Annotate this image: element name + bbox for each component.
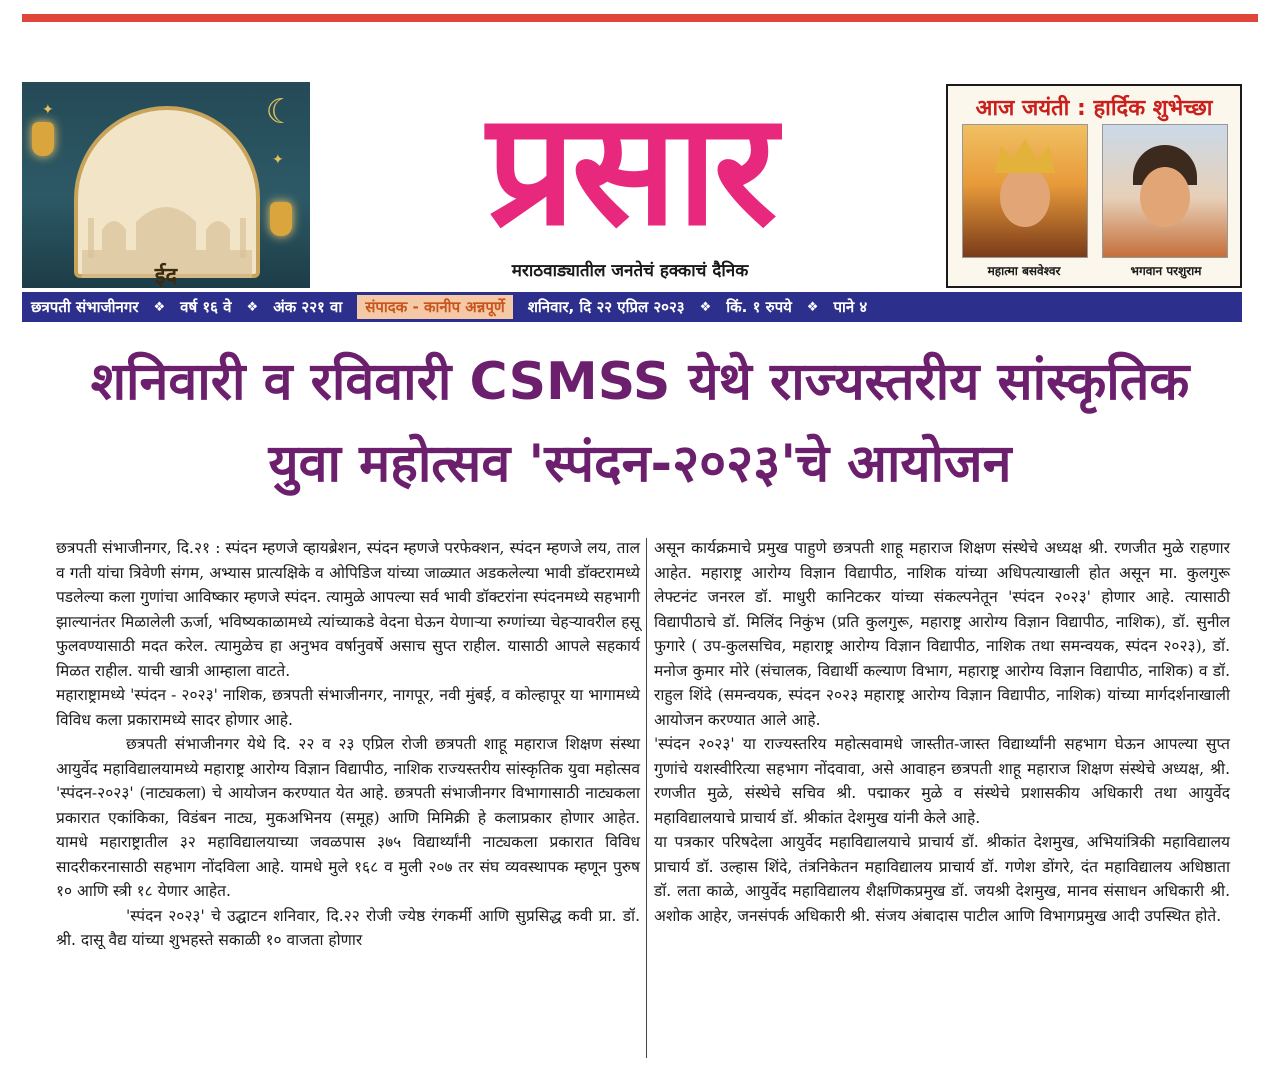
- lantern-icon: [270, 202, 292, 236]
- portrait-face: [1140, 167, 1190, 227]
- top-rule: [22, 14, 1258, 22]
- lantern-icon: [32, 122, 54, 156]
- article-column-right: [654, 536, 1230, 928]
- edition-city: छत्रपती संभाजीनगर: [31, 298, 139, 316]
- article-paragraph: 'स्पंदन २०२३' या राज्यस्तरिय महोत्सवामधे जास्तीत-जास्त विद्यार्थ्यांनी सहभाग घेऊन आपल्या सुप्त गुणांचे यशस्वीरित्या सहभाग नोंदवावा, असे आवाहन छत्रपती शाहू महाराज शिक्षण संस्थेचे अध्यक्ष, श्री. रणजीत मुळे, संस्थेचे सचिव श्री. पद्माकर मुळे व संस्थेचे प्रशासकीय अधिकारी तथा आयुर्वेद महाविद्यालयाचे प्राचार्य डॉ. श्रीकांत देशमुख यांनी केले आहे.: [654, 735, 1230, 827]
- crown-icon: [995, 139, 1055, 173]
- article-paragraph: 'स्पंदन २०२३' चे उद्घाटन शनिवार, दि.२२ रोजी ज्येष्ठ रंगकर्मी आणि सुप्रसिद्ध कवी प्रा. डॉ. श्री. दासू वैद्य यांच्या शुभहस्ते सकाळी १० वाजता होणार: [56, 906, 640, 949]
- article-paragraph: या पत्रकार परिषदेला आयुर्वेद महाविद्यालयाचे प्राचार्य डॉ. श्रीकांत देशमुख, अभियांत्रिकी महाविद्यालय प्राचार्य डॉ. उल्हास शिंदे, तंत्रनिकेतन महाविद्यालय प्राचार्य डॉ. गणेश डोंगरे, दंत महाविद्यालय अधिष्ठाता डॉ. लता काळे, आयुर्वेद महाविद्यालय शैक्षणिकप्रमुख डॉ. जयश्री देशमुख, मानव संसाधन अधिकारी श्री. अशोक आहेर, जनसंपर्क अधिकारी श्री. संजय अंबादास पाटील आणि विभागप्रमुख आदी उपस्थित होते.: [654, 833, 1230, 925]
- jayanti-title: आज जयंती : हार्दिक शुभेच्छा: [975, 96, 1213, 121]
- diamond-separator-icon: ❖: [806, 299, 819, 315]
- portrait-parshuram: [1102, 124, 1228, 258]
- portrait-face: [1000, 167, 1050, 227]
- portrait-basaveshwar: [962, 124, 1088, 258]
- editor-name: संपादक - कानीप अन्नपूर्णे: [357, 295, 512, 319]
- article-paragraph: छत्रपती संभाजीनगर, दि.२१ : स्पंदन म्हणजे व्हायब्रेशन, स्पंदन म्हणजे परफेक्शन, स्पंदन म्हणजे लय, ताल व गती यांचा त्रिवेणी संगम, अभ्यास प्रात्यक्षिके व ओपिडिज यांच्या जाळ्यात अडकलेल्या भावी डॉक्टरामध्ये पडलेल्या कला गुणांचा आविष्कार म्हणजे स्पंदन. त्यामुळे आपल्या सर्व भावी डॉक्टरांना स्पंदनमध्ये सहभागी झाल्यानंतर मिळालेली ऊर्जा, भविष्यकाळामध्ये त्यांच्याकडे वेदना घेऊन येणाऱ्या रुग्णांच्या चेहऱ्यावरील हसू फुलवण्यासाठी मदत करेल. त्यामुळेच हा अनुभव वर्षानुवर्षे असाच सुप्त राहील. यासाठी आपले सहकार्य मिळत राहील. याची खात्री आम्हाला वाटते.: [56, 539, 640, 680]
- eid-mubarak-banner: [22, 82, 310, 288]
- article-paragraph: छत्रपती संभाजीनगर येथे दि. २२ व २३ एप्रिल रोजी छत्रपती शाहू महाराज शिक्षण संस्था आयुर्वेद महाविद्यालयामध्ये महाराष्ट्र आरोग्य विज्ञान विद्यापीठ, नाशिक राज्यस्तरीय सांस्कृतिक युवा महोत्सव 'स्पंदन-२०२३' (नाट्यकला) चे आयोजन करण्यात येत आहे. छत्रपती संभाजीनगर विभागासाठी नाट्यकला प्रकारात एकांकिका, विडंबन नाट्य, मुकअभिनय (समूह) आणि मिमिक्री हे कलाप्रकार होणार आहेत. यामधे महाराष्ट्रातील ३२ महाविद्यालयाच्या जवळपास ३७५ विद्यार्थ्यांनी नाट्यकला प्रकारात विविध सादरीकरनासाठी सहभाग नोंदविला आहे. यामधे मुले १६८ व मुली २०७ तर संघ व्यवस्थापक म्हणून पुरुष १० आणि स्त्री १८ येणार आहेत.: [56, 735, 640, 900]
- edition-info-bar: [22, 292, 1242, 322]
- edition-date: शनिवार, दि २२ एप्रिल २०२३: [527, 298, 685, 316]
- caption-basaveshwar: महात्मा बसवेश्वर: [987, 264, 1061, 278]
- article-column-left: [56, 536, 640, 953]
- headline-line1: शनिवारी व रविवारी CSMSS येथे राज्यस्तरीय सांस्कृतिक: [90, 352, 1190, 412]
- article-headline: [30, 352, 1250, 514]
- edition-issue: अंक २२१ वा: [273, 298, 343, 316]
- headline-line2: युवा महोत्सव 'स्पंदन-२०२३'चे आयोजन: [268, 434, 1012, 494]
- column-divider: [646, 538, 647, 1058]
- diamond-separator-icon: ❖: [699, 299, 712, 315]
- star-icon: ✦: [42, 102, 54, 118]
- diamond-separator-icon: ❖: [153, 299, 166, 315]
- newspaper-title: प्रसार: [486, 78, 774, 260]
- jayanti-greeting-box: [946, 84, 1242, 288]
- eid-text-line1: ईद: [154, 263, 178, 288]
- edition-pages: पाने ४: [833, 298, 868, 316]
- article-paragraph: महाराष्ट्रामध्ये 'स्पंदन - २०२३' नाशिक, छत्रपती संभाजीनगर, नागपूर, नवी मुंबई, व कोल्हापूर या भागामध्ये विविध कला प्रकारामध्ये सादर होणार आहे.: [56, 686, 640, 729]
- newspaper-tagline: मराठवाड्यातील जनतेचं हक्काचं दैनिक: [511, 261, 749, 281]
- diamond-separator-icon: ❖: [246, 299, 259, 315]
- article-paragraph: असून कार्यक्रमाचे प्रमुख पाहुणे छत्रपती शाहू महाराज शिक्षण संस्थेचे अध्यक्ष श्री. रणजीत मुळे राहणार आहेत. महाराष्ट्र आरोग्य विज्ञान विद्यापीठ, नाशिक यांच्या अधिपत्याखाली होत असून मा. कुलगुरू लेफ्टनंट जनरल डॉ. माधुरी कानिटकर यांच्या संकल्पनेतून 'स्पंदन २०२३' होणार आहे. त्यासाठी विद्यापीठाचे डॉ. मिलिंद निकुंभ (प्रति कुलगुरू, महाराष्ट्र आरोग्य विज्ञान विद्यापीठ, नाशिक), डॉ. सुनील फुगारे ( उप-कुलसचिव, महाराष्ट्र आरोग्य विज्ञान विद्यापीठ, नाशिक तथा समन्वयक, स्पंदन २०२३), डॉ. मनोज कुमार मोरे (संचालक, विद्यार्थी कल्याण विभाग, महाराष्ट्र आरोग्य विज्ञान विद्यापीठ, नाशिक) व डॉ. राहुल शिंदे (समन्वयक, स्पंदन २०२३ महाराष्ट्र आरोग्य विज्ञान विद्यापीठ, नाशिक) यांच्या मार्गदर्शनाखाली आयोजन करण्यात आले आहे.: [654, 539, 1230, 729]
- star-icon: ✦: [272, 152, 284, 168]
- edition-price: किं. १ रुपये: [726, 298, 792, 316]
- edition-year: वर्ष १६ वे: [180, 298, 232, 316]
- crescent-moon-icon: ☾: [265, 92, 296, 132]
- caption-parshuram: भगवान परशुराम: [1130, 264, 1202, 278]
